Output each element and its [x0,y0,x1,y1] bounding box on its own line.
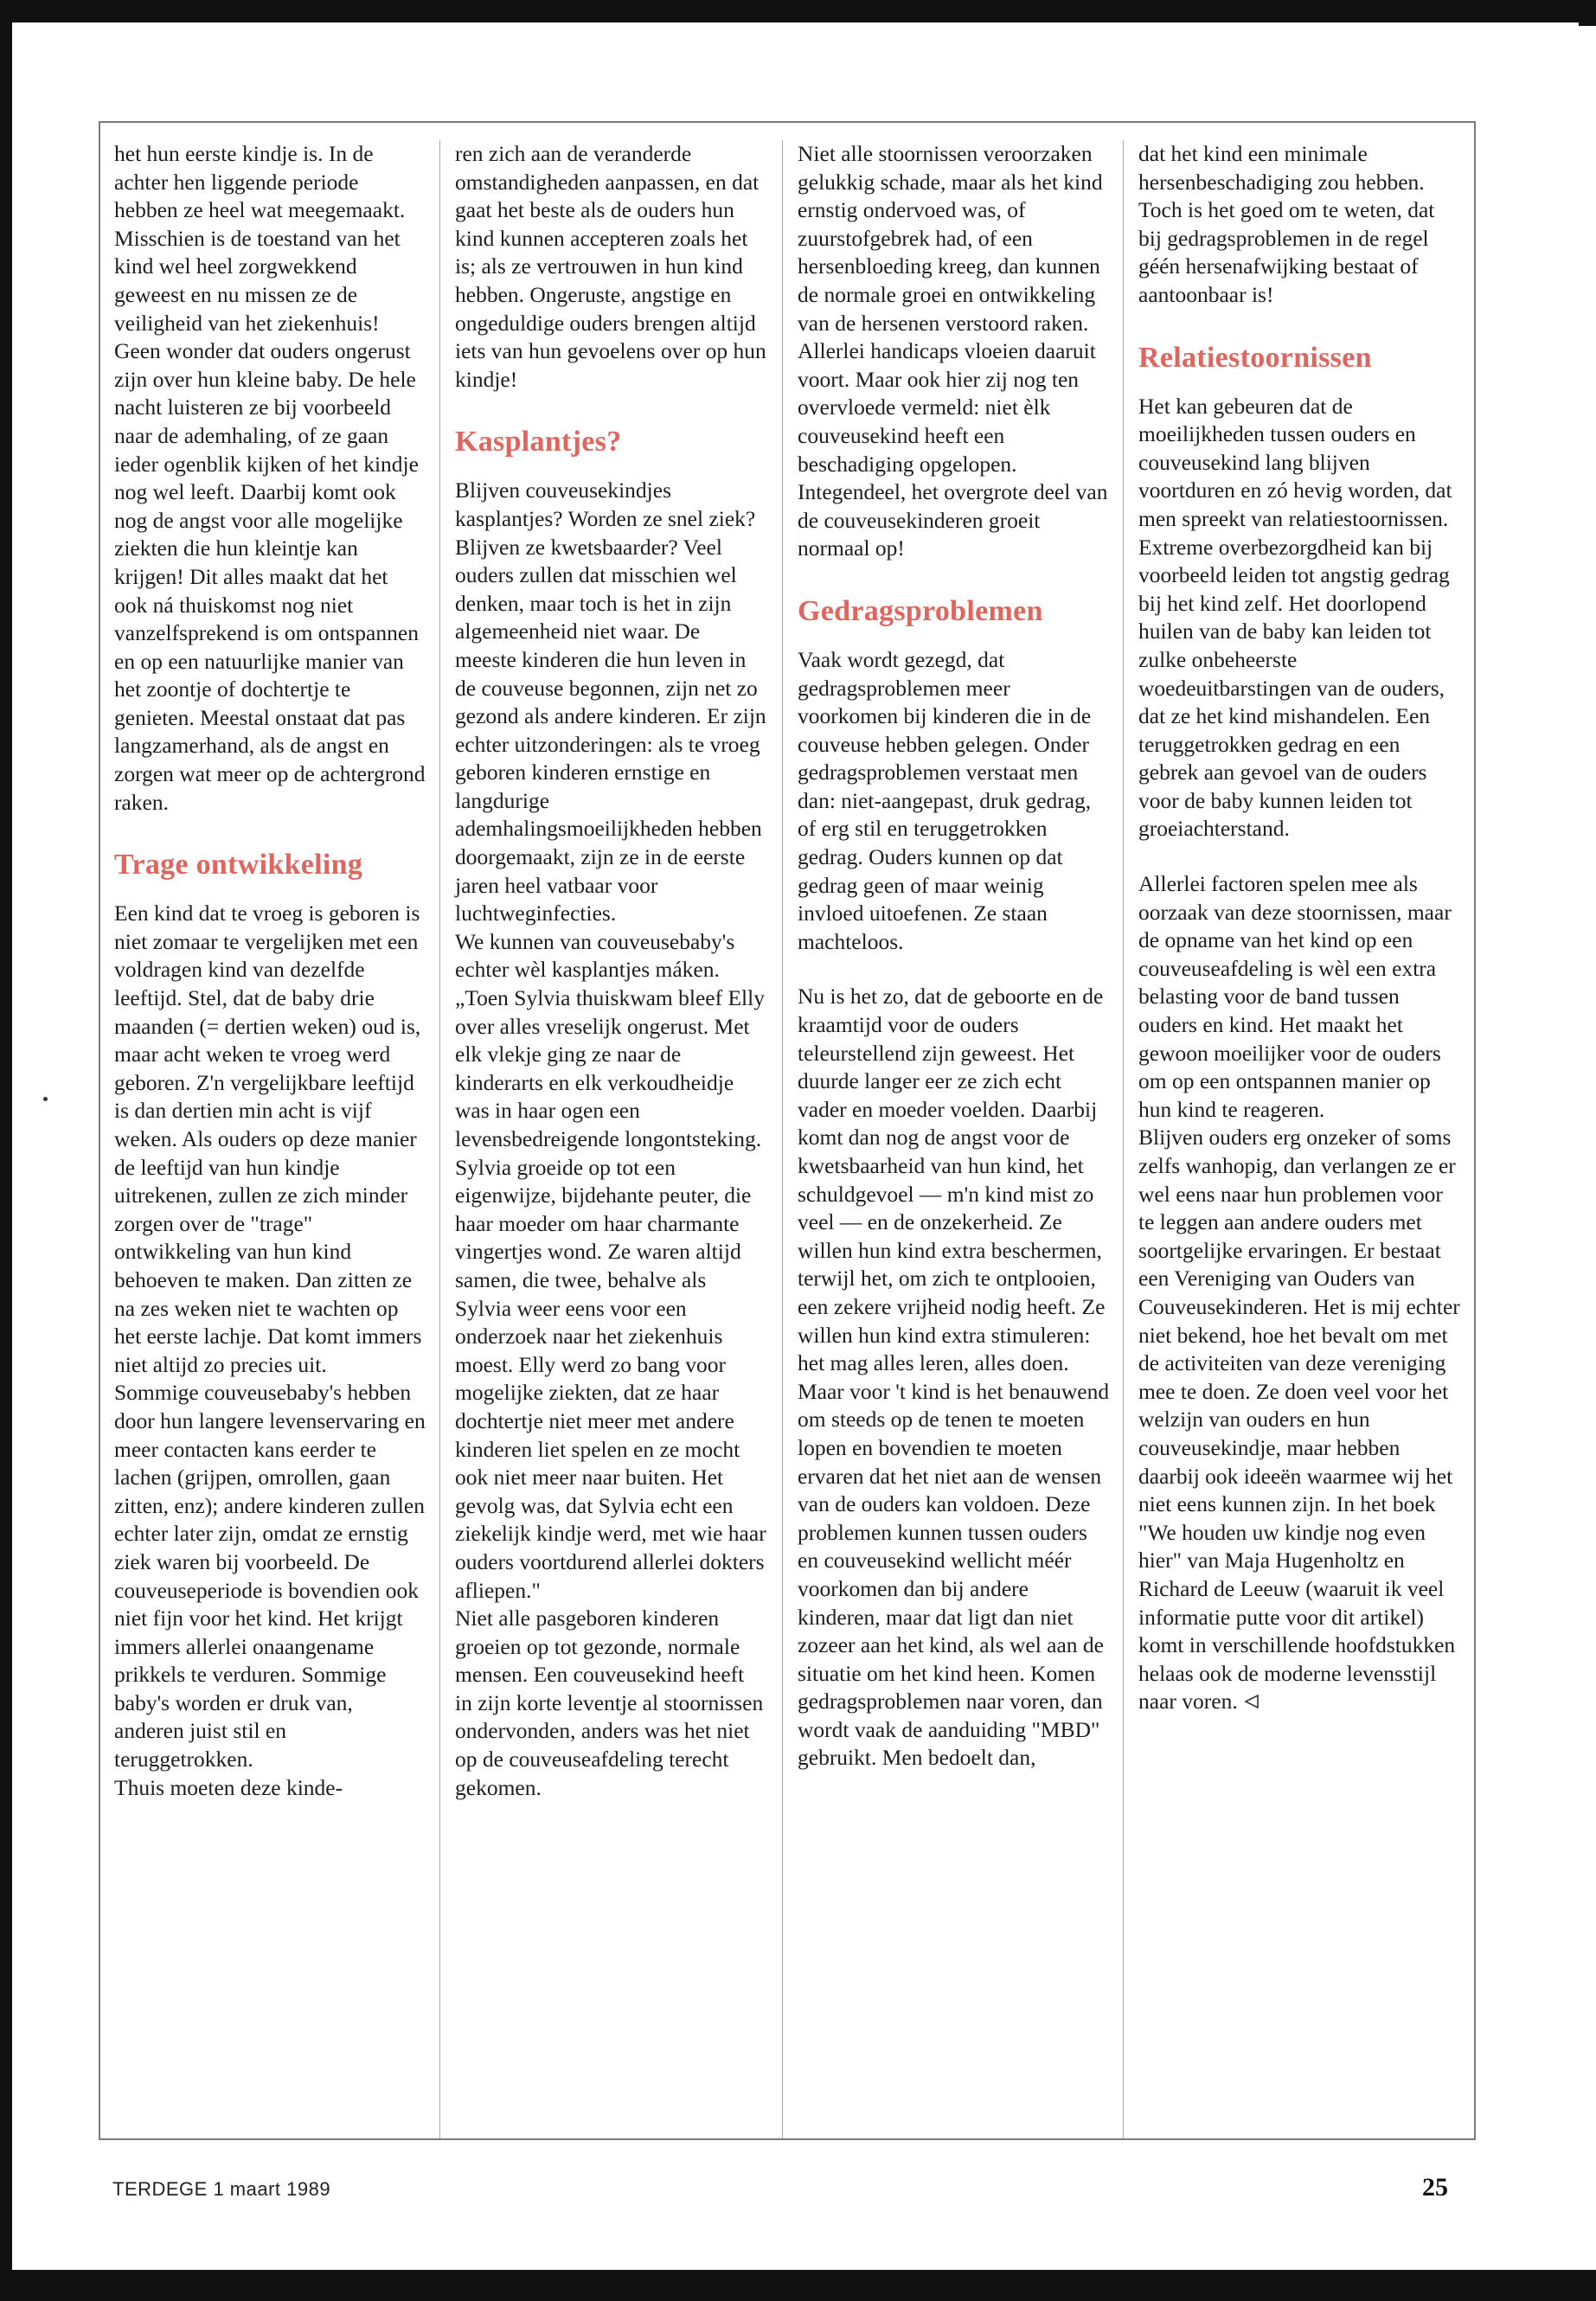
footer-publication: TERDEGE 1 maart 1989 [112,2178,331,2200]
paragraph: Niet alle pasgeboren kinderen groeien op tot gezonde, normale mensen. Een couveusekind heeft in zijn korte leventje al stoornissen ondervonden, anders was het niet op de couveuseafdeling terecht gekomen. [455,1606,764,1800]
paragraph: Een kind dat te vroeg is geboren is niet zomaar te vergelijken met een voldragen kind van dezelfde leeftijd. Stel, dat de baby drie maanden (= dertien weken) oud is, maar acht weken te vroeg werd geboren. Z'n vergelijkbare leeftijd is dan dertien min acht is vijf weken. Als ouders op deze manier de leeftijd van hun kindje uitrekenen, zullen ze zich minder zorgen over de "trage" ontwikkeling van hun kind behoeven te maken. Dan zitten ze na zes weken niet te wachten op het eerste lachje. Dat komt immers niet altijd zo precies uit. [114,901,422,1377]
paragraph: Vaak wordt gezegd, dat gedragsproblemen meer voorkomen bij kinderen die in de couveuse hebben gelegen. Onder gedragsproblemen verstaat men dan: niet-aangepast, druk gedrag, of erg stil en teruggetrokken gedrag. Ouders kunnen op dat gedrag geen of maar weinig invloed uitoefenen. Ze staan machteloos. [798,646,1092,954]
scan-border-left [0,0,12,2301]
paragraph-final [1138,1124,1460,1715]
section-heading-gedragsproblemen: Gedragsproblemen [798,594,1043,627]
paragraph: Allerlei factoren spelen mee als oorzaak van deze stoornissen, maar de opname van het kind op een couveuseafdeling is wèl een extra belasting voor de band tussen ouders en kind. Het maakt het gewoon moeilijker voor de ouders om op een ontspannen manier op hun kind te reageren. [1138,871,1452,1122]
article-column-3 [798,140,1111,2130]
section-heading-trage-ontwikkeling: Trage ontwikkeling [114,849,363,881]
paragraph-text: Blijven ouders erg onzeker of soms zelfs wanhopig, dan verlangen ze er wel eens naar hun problemen voor te leggen aan andere ouders met soortgelijke ervaringen. Er bestaat een Vereniging van Ouders van Couveusekinderen. Het is mij echter niet bekend, hoe het bevalt om met de activiteiten van deze vereniging mee te doen. Ze doen veel voor het welzijn van ouders en hun couveusekindje, maar hebben daarbij ook ideeën waarmee wij het niet eens kunnen zijn. In het boek "We houden uw kindje nog even hier" van Maja Hugenholtz en Richard de Leeuw (waaruit ik veel informatie putte voor dit artikel) komt in verschillende hoofdstukken helaas ook de moderne levensstijl naar voren. [1138,1125,1460,1715]
scan-border-bottom [0,2270,1596,2301]
article-column-2 [455,140,766,2130]
paragraph: het hun eerste kindje is. In de achter hen liggende periode hebben ze heel wat meegemaakt. Misschien is de toestand van het kind wel heel zorgwekkend geweest en nu missen ze de veiligheid van het ziekenhuis! Geen wonder dat ouders ongerust zijn over hun kleine baby. De hele nacht luisteren ze bij voorbeeld naar de ademhaling, of ze gaan ieder ogenblik kijken of het kindje nog wel leeft. Daarbij komt ook nog de angst voor alle mogelijke ziekten die hun kleintje kan krijgen! Dit alles maakt dat het ook ná thuiskomst nog niet vanzelfsprekend is om ontspannen en op een natuurlijke manier van het zoontje of dochtertje te genieten. Meestal onstaat dat pas langzamerhand, als de angst en zorgen wat meer op de achtergrond raken. [114,141,426,815]
scan-speck [43,1097,48,1101]
column-rule [782,140,783,2138]
scan-corner-right [1579,0,1596,26]
scan-border-top [0,0,1596,22]
article-column-1 [114,140,426,2130]
paragraph: Nu is het zo, dat de geboorte en de kraamtijd voor de ouders teleurstellend zijn geweest. Het duurde langer eer ze zich echt vader en moeder voelden. Daarbij komt dan nog de angst voor de kwetsbaarheid van hun kind, het schuldgevoel — m'n kind mist zo veel — en de onzekerheid. Ze willen hun kind extra beschermen, terwijl het, om zich te ontplooien, een zekere vrijheid nodig heeft. Ze willen hun kind extra stimuleren: het mag alles leren, alles doen. Maar voor 't kind is het benauwend om steeds op de tenen te moeten lopen en bovendien te moeten ervaren dat het niet aan de wensen van de ouders kan voldoen. Deze problemen kunnen tussen ouders en couveusekind wellicht méér voorkomen dan bij andere kinderen, maar dat ligt dan niet zozeer aan het kind, als wel aan de situatie om het kind heen. Komen gedragsproblemen naar voren, dan wordt vaak de aanduiding "MBD" gebruikt. Men bedoelt dan, [798,984,1110,1771]
column-rule [1123,140,1124,2138]
triangle-end-mark-icon [1243,1693,1260,1710]
section-heading-relatiestoornissen: Relatiestoornissen [1138,341,1372,374]
page-number: 25 [1422,2173,1448,2202]
section-heading-kasplantjes: Kasplantjes? [455,426,622,458]
paragraph: dat het kind een minimale hersenbeschadiging zou hebben. Toch is het goed om te weten, dat bij gedragsproblemen in de regel géén hersenafwijking bestaat of aantoonbaar is! [1138,141,1435,307]
column-rule [439,140,440,2138]
paragraph: Sommige couveusebaby's hebben door hun langere levenservaring en meer contacten kans eerder te lachen (grijpen, omrollen, gaan zitten, enz); andere kinderen zullen echter later zijn, omdat ze ernstig ziek waren bij voorbeeld. De couveuseperiode is bovendien ook niet fijn voor het kind. Het krijgt immers allerlei onaangename prikkels te verduren. Sommige baby's worden er druk van, anderen juist stil en teruggetrokken. [114,1380,426,1772]
article-column-4 [1138,140,1460,2130]
paragraph: Niet alle stoornissen veroorzaken gelukkig schade, maar als het kind ernstig ondervoed was, of zuurstofgebrek had, of een hersenbloeding kreeg, dan kunnen de normale groei en ontwikkeling van de hersenen verstoord raken. Allerlei handicaps vloeien daaruit voort. Maar ook hier zij nog ten overvloede vermeld: niet èlk couveusekind heeft een beschadiging opgelopen. Integendeel, het overgrote deel van de couveusekinderen groeit normaal op! [798,141,1108,561]
paragraph: We kunnen van couveusebaby's echter wèl kasplantjes máken. „Toen Sylvia thuiskwam bleef Elly over alles vreselijk ongerust. Met elk vlekje ging ze naar de kinderarts en elk verkoudheidje was in haar ogen een levensbedreigende longontsteking. Sylvia groeide op tot een eigenwijze, bijdehante peuter, die haar moeder om haar charmante vingertjes wond. Ze waren altijd samen, die twee, behalve als Sylvia weer eens voor een onderzoek naar het ziekenhuis moest. Elly werd zo bang voor mogelijke ziekten, dat ze haar dochtertje niet meer met andere kinderen liet spelen en ze mocht ook niet meer naar buiten. Het gevolg was, dat Sylvia echt een ziekelijk kindje werd, met wie haar ouders voortdurend allerlei dokters afliepen." [455,928,766,1603]
paragraph: Het kan gebeuren dat de moeilijkheden tussen ouders en couveusekind lang blijven voortduren en zó hevig worden, dat men spreekt van relatiestoornissen. Extreme overbezorgdheid kan bij voorbeeld leiden tot angstig gedrag bij het kind zelf. Het doorlopend huilen van de baby kan leiden tot zulke onbeheerste woedeuitbarstingen van de ouders, dat ze het kind mishandelen. Een teruggetrokken gedrag en een gebrek aan gevoel van de ouders voor de baby kunnen leiden tot groeiachterstand. [1138,393,1452,842]
paragraph: Thuis moeten deze kinde- [114,1774,343,1800]
paragraph: ren zich aan de veranderde omstandigheden aanpassen, en dat gaat het beste als de ouders hun kind kunnen accepteren zoals het is; als ze vertrouwen in hun kind hebben. Ongeruste, angstige en ongeduldige ouders brengen altijd iets van hun gevoelens over op hun kindje! [455,141,766,392]
paragraph: Blijven couveusekindjes kasplantjes? Worden ze snel ziek? Blijven ze kwetsbaarder? Veel ouders zullen dat misschien wel denken, maar toch is het in zijn algemeenheid niet waar. De meeste kinderen die hun leven in de couveuse begonnen, zijn net zo gezond als andere kinderen. Er zijn echter uitzonderingen: als te vroeg geboren kinderen ernstige en langdurige ademhalingsmoeilijkheden hebben doorgemaakt, zijn ze in de eerste jaren heel vatbaar voor luchtweginfecties. [455,478,766,926]
